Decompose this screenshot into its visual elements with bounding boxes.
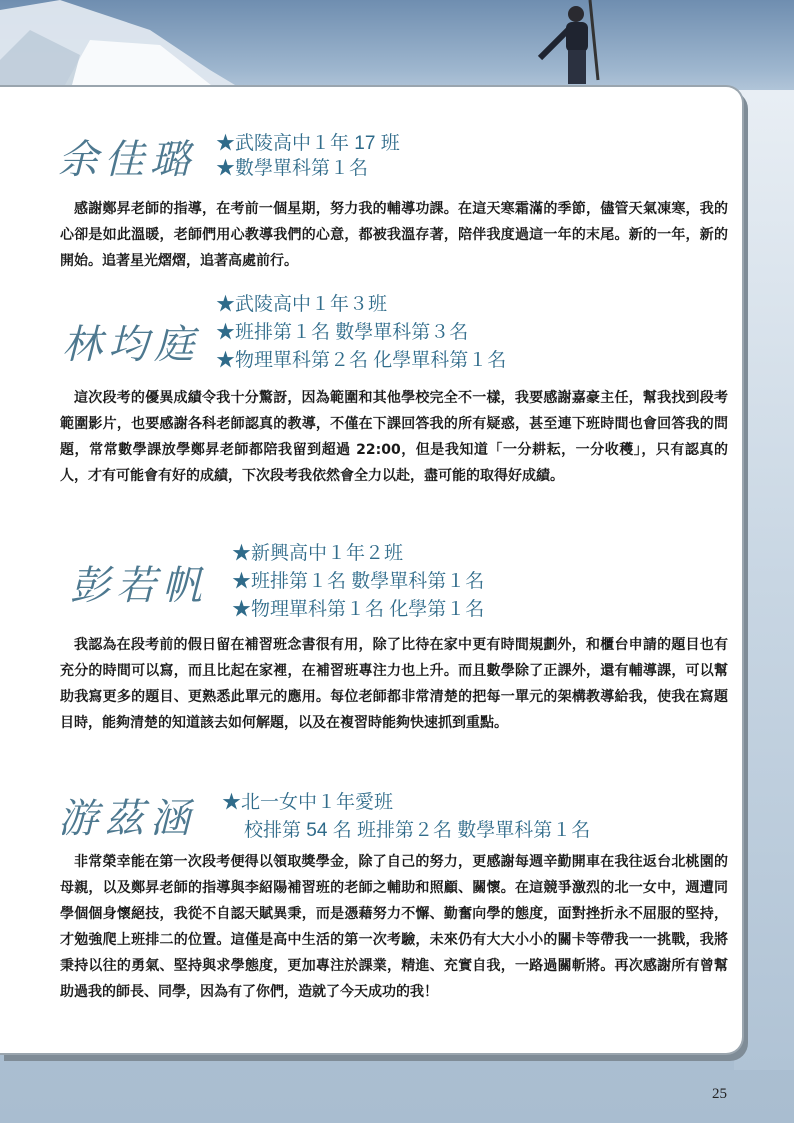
page-number: 25 <box>712 1086 727 1102</box>
award-line: 校排第 54 名 班排第２名 數學單科第１名 <box>244 820 591 841</box>
award-line: ★武陵高中１年 17 班 <box>216 133 400 154</box>
testimonial-text: 我認為在段考前的假日留在補習班念書很有用，除了比待在家中更有時間規劃外，和櫃台申請的題目也有充分的時間可以寫，而且比起在家裡，在補習班專注力也上升。而且數學除了正課外，還有輔導課，可以幫助我寫更多的題目、更熟悉此單元的應用。每位老師都非常清楚的把每一單元的架構教導給我，使我在寫題目時，能夠清楚的知道該去如何解題，以及在複習時能夠快速抓到重點。 <box>60 637 728 731</box>
award-line: ★班排第１名 數學單科第３名 <box>216 322 469 343</box>
testimonial-text: 感謝鄭昇老師的指導，在考前一個星期，努力我的輔導功課。在這天寒霜滿的季節，儘管天氣凍寒，我的心卻是如此溫暖，老師們用心教導我們的心意，都被我溫存著，陪伴我度過這一年的末尾。新的一年，新的開始。追著星光熠熠，追著高處前行。 <box>60 201 728 269</box>
testimonial-card <box>0 85 744 1055</box>
award-line: ★武陵高中１年３班 <box>216 294 388 315</box>
climber-illustration <box>528 0 618 90</box>
award-line: ★新興高中１年２班 <box>232 543 404 564</box>
testimonial-text: 非常榮幸能在第一次段考便得以領取獎學金，除了自己的努力，更感謝每週辛勤開車在我往返台北桃園的母親，以及鄭昇老師的指導與李紹陽補習班的老師之輔助和照顧、關懷。在這競爭激烈的北一女中，週遭同學個個身懷絕技，我從不自認天賦異秉，而是憑藉努力不懈、勤奮向學的態度，面對挫折永不屈服的堅持，才勉強爬上班排二的位置。這僅是高中生活的第一次考驗，未來仍有大大小小的關卡等帶我一一挑戰，我將秉持以往的勇氣、堅持與求學態度，更加專注於課業，精進、充實自我，一路過關斬將。再次感謝所有曾幫助過我的師長、同學，因為有了你們，造就了今天成功的我！ <box>60 854 728 1000</box>
award-line: ★北一女中１年愛班 <box>222 792 394 813</box>
award-line: ★物理單科第２名 化學單科第１名 <box>216 350 507 371</box>
signature: 游茲涵 <box>58 796 196 842</box>
award-line: ★物理單科第１名 化學第１名 <box>232 599 485 620</box>
testimonial-text: 這次段考的優異成績令我十分驚訝，因為範圍和其他學校完全不一樣，我要感謝嘉豪主任，幫我找到段考範圍影片，也要感謝各科老師認真的教導，不僅在下課回答我的所有疑惑，甚至連下班時間也會回答我的問題，常常數學課放學鄭昇老師都陪我留到超過 22:00，但是我知道「一分耕耘，一分收穫」，只有認真的人，才有可能會有好的成績，下次段考我依然會全力以赴，盡可能的取得好成績。 <box>60 390 728 484</box>
award-line: ★班排第１名 數學單科第１名 <box>232 571 485 592</box>
signature: 林均庭 <box>62 322 200 368</box>
award-line: ★數學單科第１名 <box>216 158 369 179</box>
signature: 余佳璐 <box>58 137 196 183</box>
signature: 彭若帆 <box>70 563 208 609</box>
